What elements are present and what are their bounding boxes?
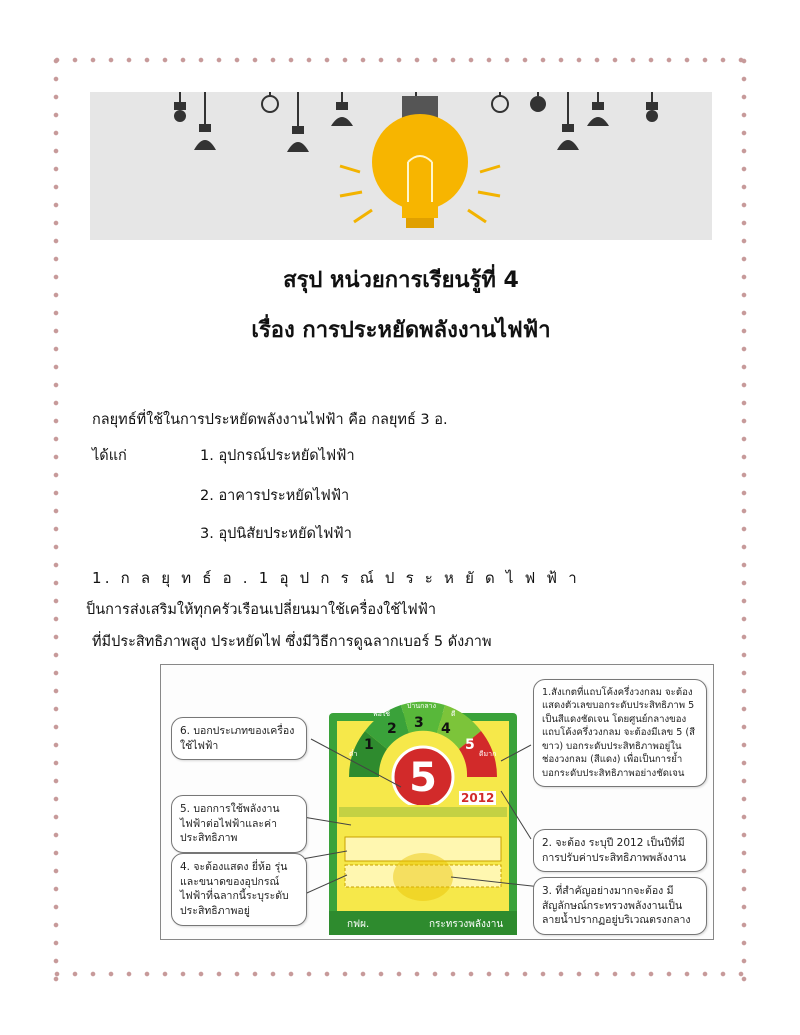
label-arc-word-5: ดีมาก xyxy=(479,750,497,758)
callout-6: 6. บอกประเภทของเครื่องใช้ไฟฟ้า xyxy=(171,717,307,760)
label-scale-2: 2 xyxy=(387,721,397,737)
section1-line2: ป็นการส่งเสริมให้ทุกครัวเรือนเปลี่ยนมาใช้เครื่องใช้ไฟฟ้า xyxy=(86,602,437,618)
callout-5: 5. บอกการใช้พลังงานไฟฟ้าต่อไฟฟ้าและค่าประสิทธิภาพ xyxy=(171,795,307,853)
title-line1: สรุป หน่วยการเรียนรู้ที่ 4 xyxy=(283,268,519,293)
label-footer-left: กฟผ. xyxy=(347,919,370,930)
strategy-item-1: 1. อุปกรณ์ประหยัดไฟฟ้า xyxy=(200,448,355,464)
lightbulb-banner xyxy=(90,92,712,240)
section1-heading: 1. ก ล ยุ ท ธ์ อ . 1 อุ ป ก ร ณ์ ป ร ะ ห ยั ด ไ ฟ ฟ้ า xyxy=(92,569,580,587)
label-arc-word-3: ปานกลาง xyxy=(407,702,437,710)
title-line2: เรื่อง การประหยัดพลังงานไฟฟ้า xyxy=(251,318,551,343)
page-border-bottom xyxy=(48,966,752,982)
section1-line3: ที่มีประสิทธิภาพสูง ประหยัดไฟ ซึ่งมีวิธีการดูฉลากเบอร์ 5 ดังภาพ xyxy=(92,634,492,650)
label-scale-4: 4 xyxy=(441,721,451,737)
label-year: 2012 xyxy=(461,791,495,805)
lightbulbs-illustration xyxy=(90,92,712,240)
page-border-left xyxy=(48,52,64,982)
page-border-right xyxy=(736,52,752,982)
label-scale-1: 1 xyxy=(364,737,374,753)
strategy-item-3: 3. อุปนิสัยประหยัดไฟฟ้า xyxy=(200,526,352,542)
label-arc-word-4: ดี xyxy=(451,710,456,718)
svg-text:5: 5 xyxy=(409,755,437,801)
strategy-intro: กลยุทธ์ที่ใช้ในการประหยัดพลังงานไฟฟ้า คือ กลยุทธ์ 3 อ. xyxy=(92,412,448,428)
callout-2: 2. จะต้อง ระบุปี 2012 เป็นปีที่มีการปรับค่าประสิทธิภาพพลังงาน xyxy=(533,829,707,872)
label-scale-5: 5 xyxy=(465,737,475,753)
label-scale-3: 3 xyxy=(414,715,424,731)
page-border-top xyxy=(48,52,752,68)
callout-1: 1.สังเกตที่แถบโค้งครึ่งวงกลม จะต้อง แสดงตัวเลขบอกระดับประสิทธิภาพ 5 เป็นสีแดงชัดเจน โดยศูนย์กลางของแถบโค้งครึ่งวงกลม จะต้องมีเลข 5 (สีขาว) บอกระดับประสิทธิภาพอยู่ในช่องวงกลม (สีแดง) เพื่อเป็นการย้ำบอกระดับประสิทธิภาพอย่างชัดเจน xyxy=(533,679,707,787)
label-footer-right: กระทรวงพลังงาน xyxy=(429,919,504,930)
label-arc-word-2: พอใช้ xyxy=(373,710,390,718)
label-arc-word-1: ต่ำ xyxy=(349,750,358,758)
strategy-item-2: 2. อาคารประหยัดไฟฟ้า xyxy=(200,488,350,504)
callout-4: 4. จะต้องแสดง ยี่ห้อ รุ่น และขนาดของอุปกรณ์ไฟฟ้าที่ฉลากนี้ระบุระดับประสิทธิภาพอยู่ xyxy=(171,853,307,926)
callout-3: 3. ที่สำคัญอย่างมากจะต้อง มีสัญลักษณ์กระทรวงพลังงานเป็นลายน้ำปรากฏอยู่บริเวณตรงกลาง xyxy=(533,877,707,935)
energy-label-figure xyxy=(160,664,714,940)
includes-label: ได้แก่ xyxy=(92,448,127,464)
